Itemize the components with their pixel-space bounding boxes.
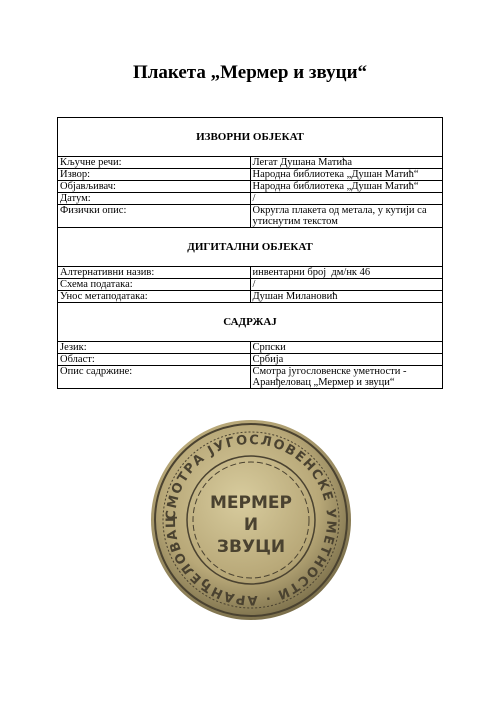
table-row [58, 181, 443, 193]
medal-plaque [150, 418, 352, 623]
table-row [58, 193, 443, 205]
section-heading-content: САДРЖАЈ [58, 303, 443, 342]
field-label: Схема података: [58, 279, 251, 291]
table-row [58, 366, 443, 389]
table-row [58, 169, 443, 181]
medal-center-line-3: ЗВУЦИ [216, 537, 286, 557]
table-row [58, 205, 443, 228]
field-value: Легат Душана Матића [250, 157, 443, 169]
field-value: инвентарни број дм/нк 46 [250, 267, 443, 279]
field-value: Народна библиотека „Душан Матић“ [250, 169, 443, 181]
page-title: Плакета „Мермер и звуци“ [132, 62, 368, 83]
table-row [58, 267, 443, 279]
field-label: Опис садржине: [58, 366, 251, 389]
field-value: Округла плакета од метала, у кутији са утиснутим текстом [250, 205, 443, 228]
field-label: Датум: [58, 193, 251, 205]
section-heading-digital: ДИГИТАЛНИ ОБЈЕКАТ [58, 228, 443, 267]
table-row [58, 354, 443, 366]
field-label: Област: [58, 354, 251, 366]
field-label: Алтернативни назив: [58, 267, 251, 279]
table-row [58, 342, 443, 354]
metadata-table [57, 117, 443, 389]
table-row [58, 157, 443, 169]
table-row [58, 279, 443, 291]
medal-center-line-2: И [243, 515, 259, 535]
field-value: Душан Милановић [250, 291, 443, 303]
field-label: Објављивач: [58, 181, 251, 193]
medal-center-line-1: МЕРМЕР [210, 493, 292, 513]
field-value: Србија [250, 354, 443, 366]
field-value: Смотра југословенске уметности - Аранђеловац „Мермер и звуци“ [250, 366, 443, 389]
field-value: / [250, 279, 443, 291]
field-label: Физички опис: [58, 205, 251, 228]
field-value: / [250, 193, 443, 205]
field-label: Кључне речи: [58, 157, 251, 169]
field-label: Језик: [58, 342, 251, 354]
medal-image [150, 418, 352, 623]
field-value: Српски [250, 342, 443, 354]
medal-ring-text: СМОТРА ЈУГОСЛОВЕНСКЕ УМЕТНОСТИ · АРАНЂЕЛОВАЦ [163, 432, 339, 608]
field-value: Народна библиотека „Душан Матић“ [250, 181, 443, 193]
table-row [58, 291, 443, 303]
field-label: Унос метаподатака: [58, 291, 251, 303]
field-label: Извор: [58, 169, 251, 181]
section-heading-source: ИЗВОРНИ ОБЈЕКАТ [58, 118, 443, 157]
